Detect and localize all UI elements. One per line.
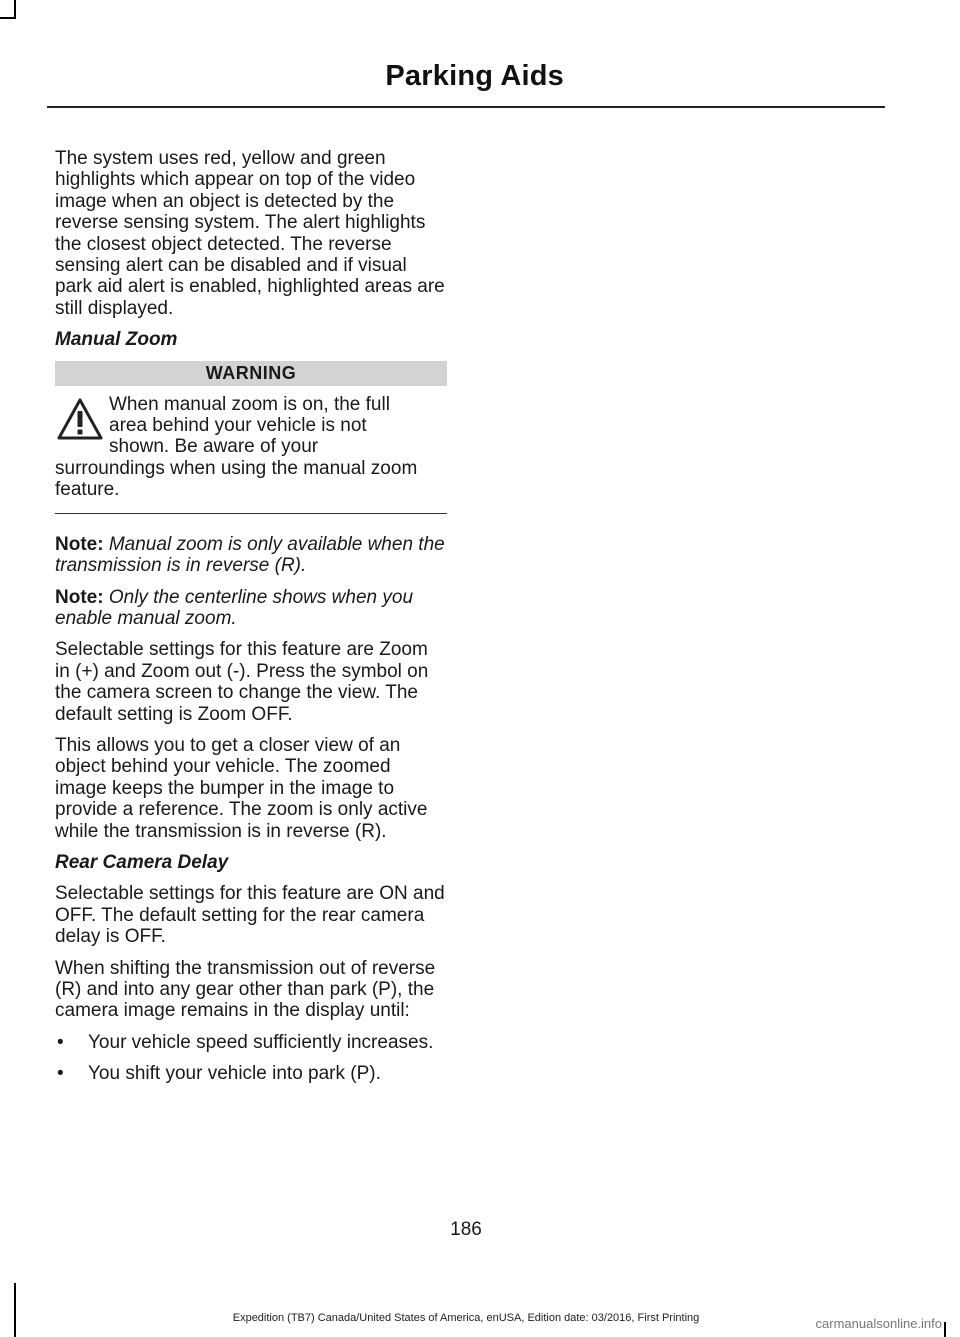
- crop-mark-bottom-right-vertical: [944, 1322, 946, 1337]
- warning-line-1: When manual zoom is on, the full: [109, 393, 390, 415]
- warning-label: WARNING: [55, 361, 447, 386]
- list-item: [55, 1063, 447, 1084]
- shifting-paragraph: When shifting the transmission out of reverse (R) and into any gear other than park (P), the camera image remains in the display until:: [55, 957, 436, 1022]
- warning-text: [55, 394, 447, 501]
- list-item: [55, 1032, 447, 1053]
- rear-camera-delay-heading: Rear Camera Delay: [55, 851, 229, 873]
- main-column: [55, 148, 447, 1095]
- header-rule: [47, 106, 885, 108]
- warning-box: [55, 386, 447, 501]
- bullet-symbol: •: [57, 1063, 64, 1085]
- intro-paragraph: The system uses red, yellow and green highlights which appear on top of the video image when an object is detected by the reverse sensing system. The alert highlights the closest object detected. The reverse sensing alert can be disabled and if visual park aid alert is enabled, highlighted areas are still displayed.: [55, 148, 445, 319]
- rear-settings-paragraph: Selectable settings for this feature are ON and OFF. The default setting for the rear camera delay is OFF.: [55, 883, 445, 948]
- bullet-list: [55, 1032, 447, 1085]
- warning-line-2: area behind your vehicle is not: [109, 415, 367, 437]
- note-1: [55, 534, 447, 577]
- warning-triangle-icon: [55, 396, 105, 442]
- crop-mark-bottom-left-vertical: [14, 1283, 16, 1337]
- crop-mark-top-left-horizontal: [0, 17, 16, 19]
- warning-rest: surroundings when using the manual zoom feature.: [55, 457, 418, 501]
- manual-zoom-heading: Manual Zoom: [55, 329, 178, 351]
- note-1-text: Manual zoom is only available when the transmission is in reverse (R).: [55, 533, 445, 577]
- page-number: 186: [450, 1219, 482, 1240]
- warning-rule: [55, 513, 447, 514]
- note-2: [55, 587, 447, 630]
- settings-paragraph: Selectable settings for this feature are Zoom in (+) and Zoom out (-). Press the symbol on the camera screen to change the view. The default setting is Zoom OFF.: [55, 639, 429, 725]
- bullet-symbol: •: [57, 1031, 64, 1053]
- crop-mark-top-left-vertical: [14, 0, 16, 18]
- note-2-label: Note:: [55, 586, 104, 608]
- warning-line-3: shown. Be aware of your: [109, 436, 319, 458]
- closer-view-paragraph: This allows you to get a closer view of an object behind your vehicle. The zoomed image keeps the bumper in the image to provide a reference. The zoom is only active while the transmission is in reverse (R).: [55, 734, 428, 842]
- list-item-text: Your vehicle speed sufficiently increases.: [88, 1031, 434, 1053]
- note-2-text: Only the centerline shows when you enable manual zoom.: [55, 586, 414, 629]
- watermark: carmanualsonline.info: [815, 1316, 942, 1331]
- edition-footer: Expedition (TB7) Canada/United States of America, enUSA, Edition date: 03/2016, First Printing: [232, 1312, 700, 1324]
- note-1-label: Note:: [55, 533, 104, 555]
- list-item-text: You shift your vehicle into park (P).: [88, 1063, 381, 1085]
- section-title: Parking Aids: [385, 60, 564, 92]
